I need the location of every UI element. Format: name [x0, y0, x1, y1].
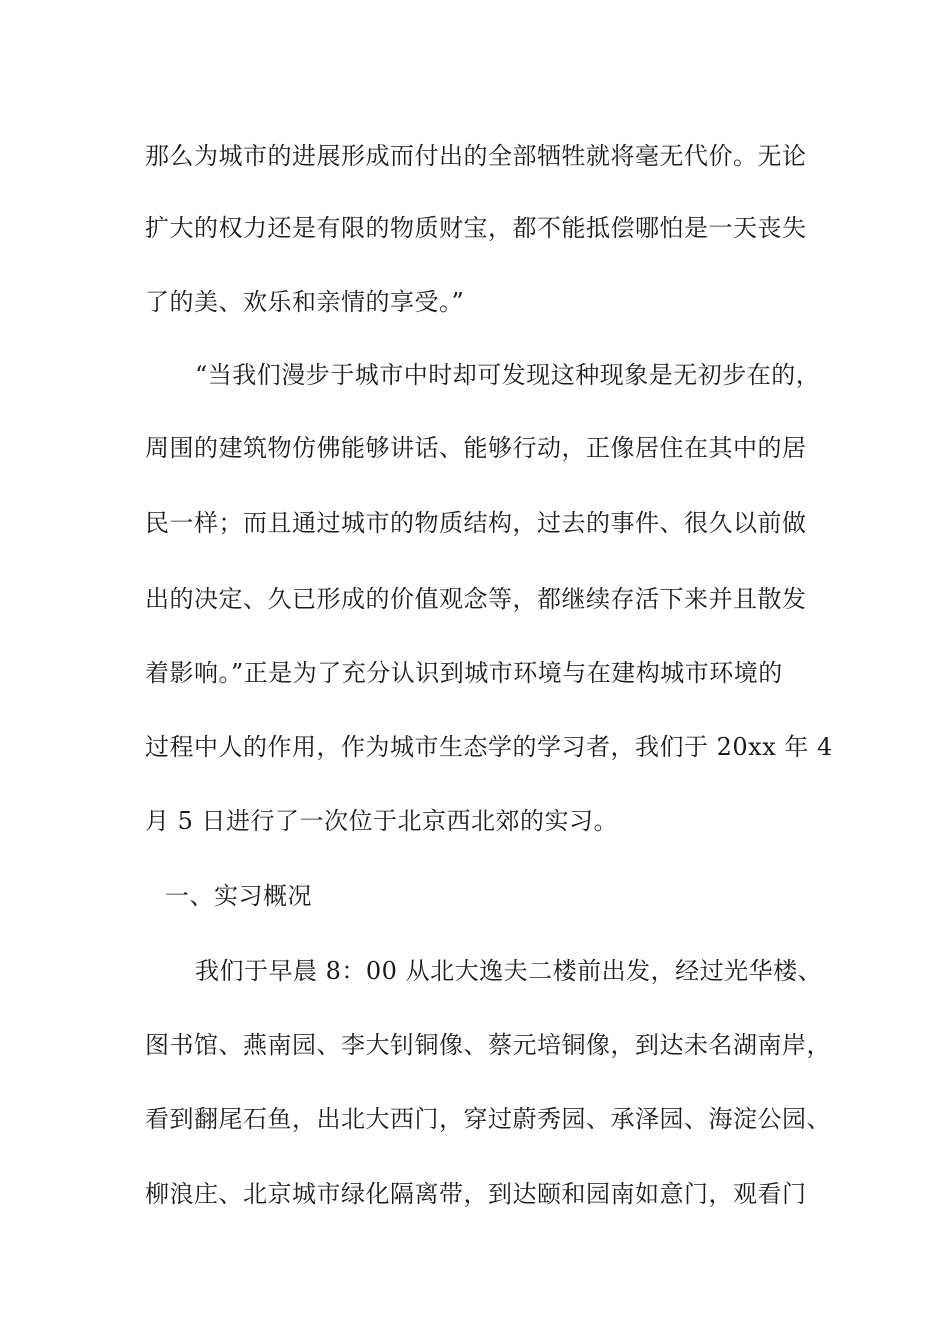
- paragraph-line-3: 了的美、欢乐和亲情的享受。”: [145, 288, 465, 316]
- paragraph-line-9: 过程中人的作用，作为城市生态学的学习者，我们于 20xx 年 4: [145, 733, 833, 761]
- section-heading: 一、实习概况: [165, 882, 312, 910]
- paragraph-line-6: 民一样；而且通过城市的物质结构，过去的事件、很久以前做: [145, 509, 807, 537]
- paragraph-line-5: 周围的建筑物仿佛能够讲话、能够行动，正像居住在其中的居: [145, 434, 807, 462]
- paragraph-line-11: 我们于早晨 8：00 从北大逸夫二楼前出发，经过光华楼、: [195, 957, 823, 985]
- paragraph-line-4: “当我们漫步于城市中时却可发现这种现象是无初步在的，: [195, 361, 821, 389]
- paragraph-line-1: 那么为城市的进展形成而付出的全部牺牲就将毫无代价。无论: [145, 142, 807, 170]
- paragraph-line-10: 月 5 日进行了一次位于北京西北郊的实习。: [145, 807, 619, 835]
- paragraph-line-7: 出的决定、久已形成的价值观念等，都继续存活下来并且散发: [145, 585, 807, 613]
- paragraph-line-8: 着影响。”正是为了充分认识到城市环境与在建构城市环境的: [145, 659, 783, 687]
- paragraph-line-13: 看到翻尾石鱼，出北大西门，穿过蔚秀园、承泽园、海淀公园、: [145, 1105, 831, 1133]
- paragraph-line-12: 图书馆、燕南园、李大钊铜像、蔡元培铜像，到达未名湖南岸，: [145, 1031, 831, 1059]
- paragraph-line-14: 柳浪庄、北京城市绿化隔离带，到达颐和园南如意门，观看门: [145, 1180, 807, 1208]
- paragraph-line-2: 扩大的权力还是有限的物质财宝，都不能抵偿哪怕是一天丧失: [145, 214, 807, 242]
